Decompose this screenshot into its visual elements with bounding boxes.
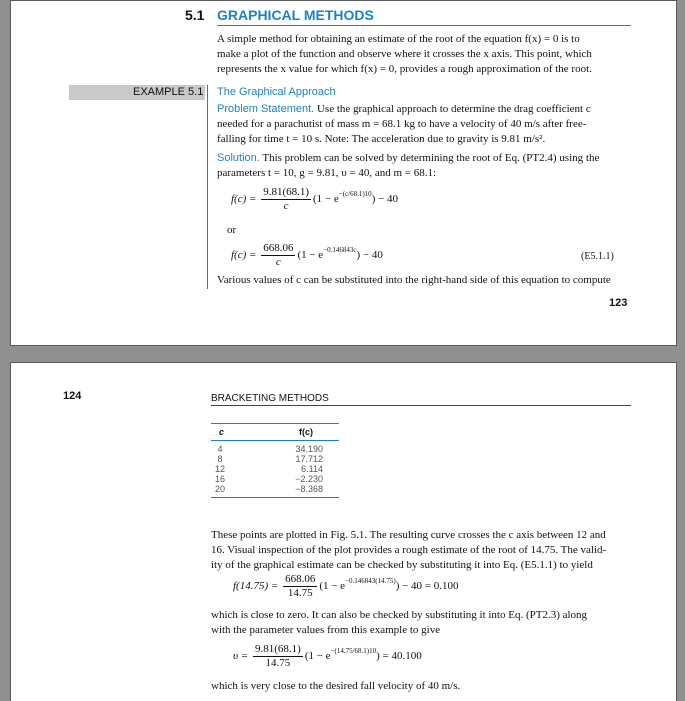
table-row: 8 17.712 — [217, 454, 323, 464]
running-head: BRACKETING METHODS — [211, 393, 329, 404]
page-number: 124 — [63, 390, 82, 402]
section-rule — [217, 25, 631, 26]
or-text: or — [227, 224, 237, 236]
after-equation-line: Various values of c can be substituted into the right-hand side of this equation to compute — [217, 274, 611, 286]
section-number: 5.1 — [185, 7, 205, 23]
intro-line: represents the x value for which f(x) = 0, provides a rough approximation of the root. — [217, 63, 592, 75]
intro-line: A simple method for obtaining an estimate of the root of the equation f(x) = 0 is to — [217, 33, 580, 45]
solution-label: Solution. — [217, 152, 260, 164]
example-title: The Graphical Approach — [217, 86, 336, 98]
problem-line: falling for time t = 10 s. Note: The acceleration due to gravity is 9.81 m/s². — [217, 133, 546, 145]
column-header-fc: f(c) — [299, 427, 313, 437]
problem-label: Problem Statement. — [217, 103, 315, 115]
table-row: 12 6.114 — [214, 464, 323, 474]
problem-line: needed for a parachutist of mass m = 68.1 kg to have a velocity of 40 m/s after free- — [217, 118, 587, 130]
equation-3: f(14.75) = $\frac{668.06}{14.75}$ $(1 - e^{-0.146843(14.75)}) - 40 = 0.100$ — [233, 573, 459, 599]
solution-line: parameters t = 10, g = 9.81, υ = 40, and m = 68.1: — [217, 167, 437, 179]
table-header — [211, 424, 339, 440]
equation-2: f(c) = $\frac{668.06}{c}$ $(1 - e^{-0.146843c}) - 40$ — [231, 242, 383, 268]
section-title: GRAPHICAL METHODS — [217, 7, 374, 23]
solution-line: This problem can be solved by determining the root of Eq. (PT2.4) using the — [259, 152, 600, 164]
page-123 — [10, 0, 677, 346]
value-table — [211, 423, 339, 498]
discussion-paragraph: These points are plotted in Fig. 5.1. The resulting curve crosses the c axis between 12 and 16. Visual inspection of the plot provides a rough estimate of the root of 14.75. The valid- ity of the graphical estimate can be checked by substituting it into Eq. (E5.1.1) to yield — [211, 529, 607, 571]
intro-line: make a plot of the function and observe where it crosses the x axis. This point, which — [217, 48, 592, 60]
page-number: 123 — [609, 297, 628, 309]
page-124 — [10, 362, 677, 701]
column-header-c: c — [219, 427, 225, 437]
table-row: 4 34.190 — [217, 444, 323, 454]
final-line: which is very close to the desired fall velocity of 40 m/s. — [211, 680, 461, 692]
example-rule — [207, 85, 208, 289]
equation-1: f(c) = $\frac{9.81(68.1)}{c}$ $(1 - e^{-(c/68.1)10}) - 40$ — [231, 186, 399, 212]
problem-statement — [217, 102, 627, 147]
equation-4: υ = $\frac{9.81(68.1)}{14.75}$ $(1 - e^{-(14.75/68.1)10}) = 40.100$ — [233, 643, 422, 669]
running-head-rule — [211, 405, 631, 406]
check-paragraph: which is close to zero. It can also be checked by substituting it into Eq. (PT2.3) along with the parameter values from this example to give — [211, 609, 588, 636]
problem-line: Use the graphical approach to determine the drag coefficient c — [314, 103, 591, 115]
example-label: EXAMPLE 5.1 — [133, 86, 204, 98]
intro-paragraph — [217, 32, 627, 77]
equation-label: (E5.1.1) — [581, 251, 614, 262]
table-row: 20 −8.368 — [214, 484, 323, 494]
table-row: 16 −2.230 — [214, 474, 323, 484]
solution-paragraph — [217, 151, 627, 181]
